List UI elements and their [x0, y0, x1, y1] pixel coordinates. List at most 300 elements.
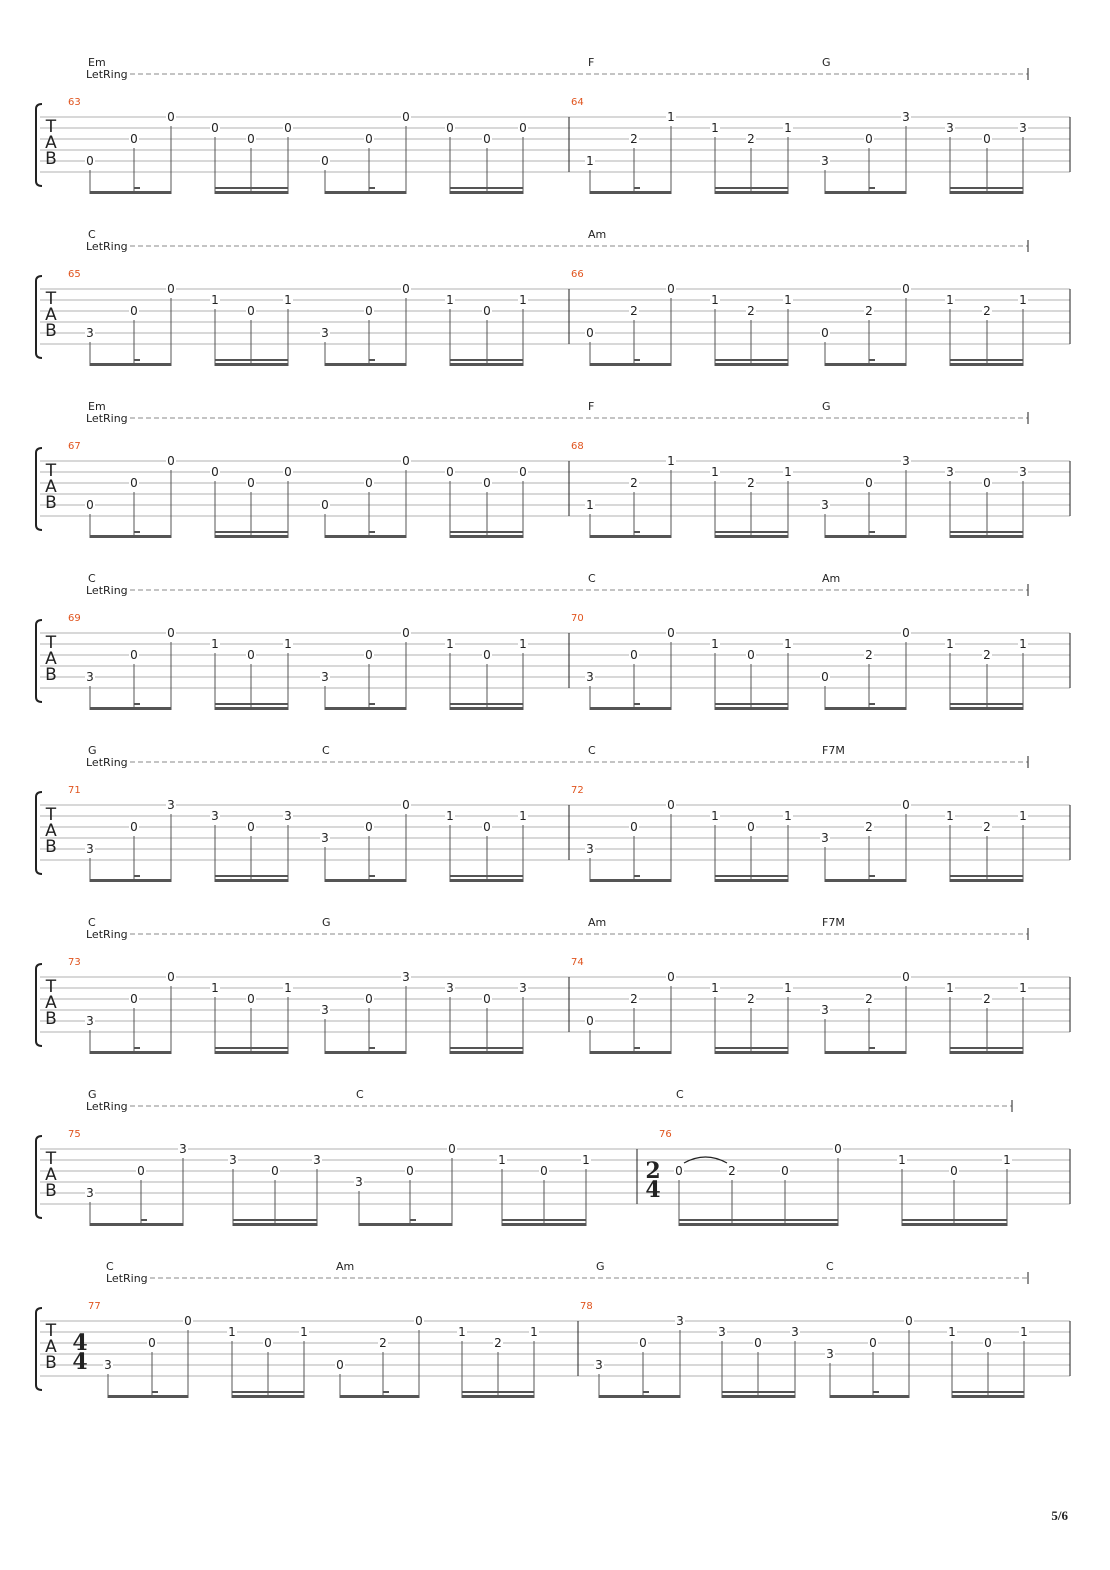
fret-number: 2	[747, 304, 755, 318]
fret-number: 1	[946, 809, 954, 823]
tab-clef-b: B	[45, 321, 57, 341]
beam-secondary	[715, 703, 788, 705]
chord-name: C	[588, 744, 596, 757]
beam-secondary	[679, 1219, 838, 1221]
fret-number: 0	[284, 121, 292, 135]
chord-name: C	[106, 1260, 114, 1273]
measure-number: 76	[659, 1129, 672, 1140]
fret-number: 3	[821, 831, 829, 845]
fret-number: 0	[586, 326, 594, 340]
fret-number: 0	[365, 648, 373, 662]
fret-number: 3	[86, 842, 94, 856]
measure-number: 66	[571, 269, 584, 280]
beam-partial	[152, 1391, 158, 1393]
fret-number: 0	[264, 1336, 272, 1350]
beam-partial	[869, 1047, 875, 1049]
fret-number: 0	[747, 820, 755, 834]
tab-clef-a: A	[45, 1165, 57, 1185]
beam-partial	[869, 531, 875, 533]
fret-number: 0	[483, 476, 491, 490]
fret-number: 3	[791, 1325, 799, 1339]
fret-number: 0	[483, 304, 491, 318]
fret-number: 0	[211, 121, 219, 135]
chord-name: F7M	[822, 916, 845, 929]
beam-secondary	[950, 187, 1023, 189]
measure-number: 74	[571, 957, 584, 968]
tab-clef-t: T	[45, 805, 57, 825]
beam-secondary	[215, 531, 288, 533]
fret-number: 1	[784, 293, 792, 307]
fret-number: 1	[586, 498, 594, 512]
fret-number: 0	[86, 154, 94, 168]
beam-primary	[715, 535, 788, 538]
beam-primary	[325, 879, 406, 882]
chord-name: Am	[822, 572, 841, 585]
fret-number: 3	[821, 1003, 829, 1017]
beam-partial	[369, 1047, 375, 1049]
fret-number: 1	[582, 1153, 590, 1167]
fret-number: 0	[247, 820, 255, 834]
beam-secondary	[950, 875, 1023, 877]
fret-number: 0	[365, 476, 373, 490]
fret-number: 1	[946, 637, 954, 651]
beam-primary	[590, 1051, 671, 1054]
beam-secondary	[722, 1391, 795, 1393]
system-bracket	[36, 104, 42, 186]
fret-number: 1	[211, 293, 219, 307]
fret-number: 0	[167, 626, 175, 640]
fret-number: 0	[950, 1164, 958, 1178]
fret-number: 1	[946, 981, 954, 995]
beam-primary	[325, 363, 406, 366]
beam-secondary	[950, 531, 1023, 533]
fret-number: 1	[1020, 1325, 1028, 1339]
fret-number: 0	[667, 970, 675, 984]
fret-number: 3	[946, 465, 954, 479]
beam-primary	[715, 707, 788, 710]
beam-partial	[410, 1219, 416, 1221]
measure-number: 72	[571, 785, 584, 796]
time-signature-bottom: 4	[72, 1349, 88, 1375]
fret-number: 3	[446, 981, 454, 995]
fret-number: 0	[402, 110, 410, 124]
beam-primary	[825, 879, 906, 882]
fret-number: 0	[321, 498, 329, 512]
fret-number: 0	[902, 970, 910, 984]
fret-number: 0	[321, 154, 329, 168]
chord-name: G	[88, 744, 97, 757]
measure-number: 78	[580, 1301, 593, 1312]
fret-number: 0	[167, 970, 175, 984]
beam-partial	[369, 187, 375, 189]
fret-number: 0	[247, 476, 255, 490]
fret-number: 0	[483, 992, 491, 1006]
fret-number: 2	[630, 476, 638, 490]
beam-primary	[502, 1223, 586, 1226]
measure-number: 64	[571, 97, 584, 108]
fret-number: 3	[586, 670, 594, 684]
beam-primary	[950, 707, 1023, 710]
beam-secondary	[232, 1391, 304, 1393]
fret-number: 1	[711, 637, 719, 651]
fret-number: 0	[247, 992, 255, 1006]
fret-number: 0	[821, 326, 829, 340]
let-ring-label: LetRing	[86, 584, 128, 597]
fret-number: 3	[519, 981, 527, 995]
beam-primary	[215, 1051, 288, 1054]
beam-primary	[90, 191, 171, 194]
fret-number: 1	[711, 465, 719, 479]
fret-number: 3	[211, 809, 219, 823]
beam-primary	[825, 191, 906, 194]
fret-number: 3	[86, 670, 94, 684]
fret-number: 0	[137, 1164, 145, 1178]
time-signature-top: 2	[645, 1158, 661, 1184]
chord-name: C	[88, 572, 96, 585]
fret-number: 3	[1019, 465, 1027, 479]
fret-number: 0	[130, 820, 138, 834]
fret-number: 3	[321, 831, 329, 845]
fret-number: 1	[530, 1325, 538, 1339]
beam-secondary	[450, 359, 523, 361]
fret-number: 2	[747, 476, 755, 490]
fret-number: 2	[983, 992, 991, 1006]
tab-clef-t: T	[45, 633, 57, 653]
fret-number: 0	[130, 132, 138, 146]
chord-name: G	[822, 400, 831, 413]
fret-number: 1	[228, 1325, 236, 1339]
fret-number: 0	[284, 465, 292, 479]
fret-number: 1	[711, 981, 719, 995]
fret-number: 1	[1019, 293, 1027, 307]
beam-secondary	[950, 1047, 1023, 1049]
tab-clef-a: A	[45, 993, 57, 1013]
beam-partial	[134, 875, 140, 877]
beam-primary	[215, 707, 288, 710]
fret-number: 1	[446, 637, 454, 651]
beam-primary	[952, 1395, 1024, 1398]
let-ring-label: LetRing	[106, 1272, 148, 1285]
chord-name: C	[826, 1260, 834, 1273]
fret-number: 2	[747, 992, 755, 1006]
fret-number: 0	[167, 454, 175, 468]
beam-primary	[90, 879, 171, 882]
fret-number: 1	[211, 981, 219, 995]
beam-secondary	[450, 531, 523, 533]
fret-number: 3	[86, 326, 94, 340]
beam-primary	[450, 1051, 523, 1054]
chord-name: F	[588, 56, 595, 69]
beam-primary	[90, 1051, 171, 1054]
fret-number: 3	[1019, 121, 1027, 135]
measure-number: 75	[68, 1129, 81, 1140]
fret-number: 0	[483, 648, 491, 662]
fret-number: 3	[179, 1142, 187, 1156]
fret-number: 0	[630, 820, 638, 834]
beam-partial	[134, 531, 140, 533]
beam-partial	[369, 359, 375, 361]
fret-number: 0	[902, 282, 910, 296]
fret-number: 2	[630, 992, 638, 1006]
fret-number: 0	[365, 992, 373, 1006]
measure-number: 65	[68, 269, 81, 280]
beam-secondary	[715, 187, 788, 189]
measure-number: 68	[571, 441, 584, 452]
chord-name: Am	[588, 916, 607, 929]
fret-number: 0	[402, 798, 410, 812]
chord-name: G	[596, 1260, 605, 1273]
fret-number: 1	[519, 809, 527, 823]
beam-secondary	[715, 531, 788, 533]
tab-clef-t: T	[45, 461, 57, 481]
fret-number: 3	[718, 1325, 726, 1339]
fret-number: 0	[247, 132, 255, 146]
beam-primary	[325, 1051, 406, 1054]
chord-name: C	[588, 572, 596, 585]
fret-number: 1	[711, 293, 719, 307]
beam-secondary	[233, 1219, 317, 1221]
fret-number: 0	[983, 476, 991, 490]
fret-number: 3	[86, 1014, 94, 1028]
beam-primary	[108, 1395, 188, 1398]
beam-secondary	[950, 359, 1023, 361]
beam-primary	[950, 191, 1023, 194]
fret-number: 0	[754, 1336, 762, 1350]
fret-number: 0	[747, 648, 755, 662]
beam-primary	[325, 535, 406, 538]
chord-name: G	[88, 1088, 97, 1101]
beam-primary	[215, 191, 288, 194]
fret-number: 3	[229, 1153, 237, 1167]
fret-number: 2	[983, 648, 991, 662]
fret-number: 0	[406, 1164, 414, 1178]
fret-number: 0	[167, 110, 175, 124]
beam-partial	[634, 359, 640, 361]
tab-clef-b: B	[45, 149, 57, 169]
system-bracket	[36, 792, 42, 874]
time-signature-top: 4	[72, 1330, 88, 1356]
fret-number: 3	[104, 1358, 112, 1372]
measure-number: 71	[68, 785, 81, 796]
beam-primary	[715, 1051, 788, 1054]
fret-number: 1	[1003, 1153, 1011, 1167]
beam-partial	[634, 187, 640, 189]
beam-primary	[825, 535, 906, 538]
fret-number: 0	[148, 1336, 156, 1350]
fret-number: 1	[284, 293, 292, 307]
fret-number: 0	[247, 304, 255, 318]
fret-number: 1	[784, 637, 792, 651]
beam-secondary	[952, 1391, 1024, 1393]
measure-number: 69	[68, 613, 81, 624]
beam-secondary	[902, 1219, 1007, 1221]
fret-number: 0	[402, 454, 410, 468]
beam-primary	[450, 191, 523, 194]
let-ring-label: LetRing	[86, 240, 128, 253]
chord-name: G	[822, 56, 831, 69]
tab-clef-b: B	[45, 493, 57, 513]
beam-primary	[825, 363, 906, 366]
beam-primary	[830, 1395, 909, 1398]
fret-number: 0	[519, 465, 527, 479]
fret-number: 0	[905, 1314, 913, 1328]
beam-primary	[599, 1395, 680, 1398]
fret-number: 3	[946, 121, 954, 135]
fret-number: 0	[483, 820, 491, 834]
system-bracket	[36, 964, 42, 1046]
fret-number: 1	[284, 981, 292, 995]
fret-number: 1	[667, 454, 675, 468]
fret-number: 3	[586, 842, 594, 856]
beam-primary	[462, 1395, 534, 1398]
fret-number: 1	[284, 637, 292, 651]
fret-number: 3	[826, 1347, 834, 1361]
fret-number: 0	[667, 798, 675, 812]
beam-secondary	[215, 359, 288, 361]
fret-number: 0	[86, 498, 94, 512]
chord-name: Am	[336, 1260, 355, 1273]
beam-primary	[325, 707, 406, 710]
tab-clef-t: T	[45, 117, 57, 137]
fret-number: 2	[865, 304, 873, 318]
chord-name: C	[676, 1088, 684, 1101]
beam-primary	[950, 879, 1023, 882]
fret-number: 0	[983, 132, 991, 146]
fret-number: 0	[336, 1358, 344, 1372]
beam-secondary	[215, 1047, 288, 1049]
fret-number: 0	[667, 282, 675, 296]
measure-number: 67	[68, 441, 81, 452]
fret-number: 2	[865, 992, 873, 1006]
fret-number: 0	[834, 1142, 842, 1156]
fret-number: 3	[86, 1186, 94, 1200]
beam-primary	[590, 535, 671, 538]
beam-partial	[369, 875, 375, 877]
beam-partial	[643, 1391, 649, 1393]
fret-number: 0	[865, 476, 873, 490]
chord-name: C	[356, 1088, 364, 1101]
fret-number: 1	[446, 809, 454, 823]
fret-number: 3	[821, 498, 829, 512]
beam-partial	[634, 1047, 640, 1049]
beam-primary	[715, 191, 788, 194]
beam-partial	[141, 1219, 147, 1221]
chord-name: C	[322, 744, 330, 757]
chord-name: G	[322, 916, 331, 929]
fret-number: 0	[586, 1014, 594, 1028]
fret-number: 0	[167, 282, 175, 296]
fret-number: 2	[379, 1336, 387, 1350]
beam-primary	[715, 363, 788, 366]
fret-number: 3	[167, 798, 175, 812]
fret-number: 0	[130, 304, 138, 318]
fret-number: 1	[458, 1325, 466, 1339]
fret-number: 3	[313, 1153, 321, 1167]
beam-primary	[359, 1223, 452, 1226]
beam-partial	[134, 703, 140, 705]
fret-number: 1	[948, 1325, 956, 1339]
fret-number: 1	[667, 110, 675, 124]
beam-primary	[215, 535, 288, 538]
beam-primary	[90, 363, 171, 366]
fret-number: 1	[519, 293, 527, 307]
beam-primary	[950, 1051, 1023, 1054]
beam-secondary	[502, 1219, 586, 1221]
measure-number: 63	[68, 97, 81, 108]
beam-primary	[90, 707, 171, 710]
beam-primary	[325, 191, 406, 194]
fret-number: 3	[902, 454, 910, 468]
beam-primary	[722, 1395, 795, 1398]
fret-number: 3	[321, 1003, 329, 1017]
fret-number: 1	[211, 637, 219, 651]
tab-clef-t: T	[45, 977, 57, 997]
beam-secondary	[450, 703, 523, 705]
fret-number: 3	[902, 110, 910, 124]
beam-secondary	[462, 1391, 534, 1393]
fret-number: 0	[402, 626, 410, 640]
beam-secondary	[215, 703, 288, 705]
fret-number: 3	[402, 970, 410, 984]
tab-clef-a: A	[45, 1337, 57, 1357]
chord-name: Em	[88, 56, 106, 69]
tab-clef-b: B	[45, 665, 57, 685]
chord-name: Em	[88, 400, 106, 413]
fret-number: 1	[946, 293, 954, 307]
tab-clef-a: A	[45, 305, 57, 325]
beam-primary	[825, 1051, 906, 1054]
fret-number: 0	[415, 1314, 423, 1328]
fret-number: 0	[639, 1336, 647, 1350]
fret-number: 0	[540, 1164, 548, 1178]
beam-primary	[232, 1395, 304, 1398]
fret-number: 1	[446, 293, 454, 307]
beam-primary	[950, 363, 1023, 366]
fret-number: 2	[865, 648, 873, 662]
fret-number: 1	[784, 121, 792, 135]
chord-name: C	[88, 228, 96, 241]
fret-number: 2	[728, 1164, 736, 1178]
beam-primary	[590, 363, 671, 366]
beam-partial	[134, 359, 140, 361]
fret-number: 0	[365, 304, 373, 318]
beam-partial	[869, 359, 875, 361]
beam-secondary	[450, 187, 523, 189]
fret-number: 3	[355, 1175, 363, 1189]
tab-clef-b: B	[45, 837, 57, 857]
measure-number: 73	[68, 957, 81, 968]
fret-number: 2	[630, 304, 638, 318]
fret-number: 0	[519, 121, 527, 135]
beam-primary	[340, 1395, 419, 1398]
beam-partial	[869, 875, 875, 877]
fret-number: 2	[983, 820, 991, 834]
beam-primary	[215, 879, 288, 882]
beam-primary	[825, 707, 906, 710]
fret-number: 2	[747, 132, 755, 146]
beam-primary	[233, 1223, 317, 1226]
tab-clef-t: T	[45, 1149, 57, 1169]
beam-partial	[869, 703, 875, 705]
fret-number: 2	[865, 820, 873, 834]
chord-name: F7M	[822, 744, 845, 757]
fret-number: 0	[271, 1164, 279, 1178]
fret-number: 0	[902, 626, 910, 640]
page-number: 5/6	[1051, 1508, 1068, 1523]
time-signature-bottom: 4	[645, 1177, 661, 1203]
fret-number: 0	[902, 798, 910, 812]
beam-primary	[679, 1223, 838, 1226]
